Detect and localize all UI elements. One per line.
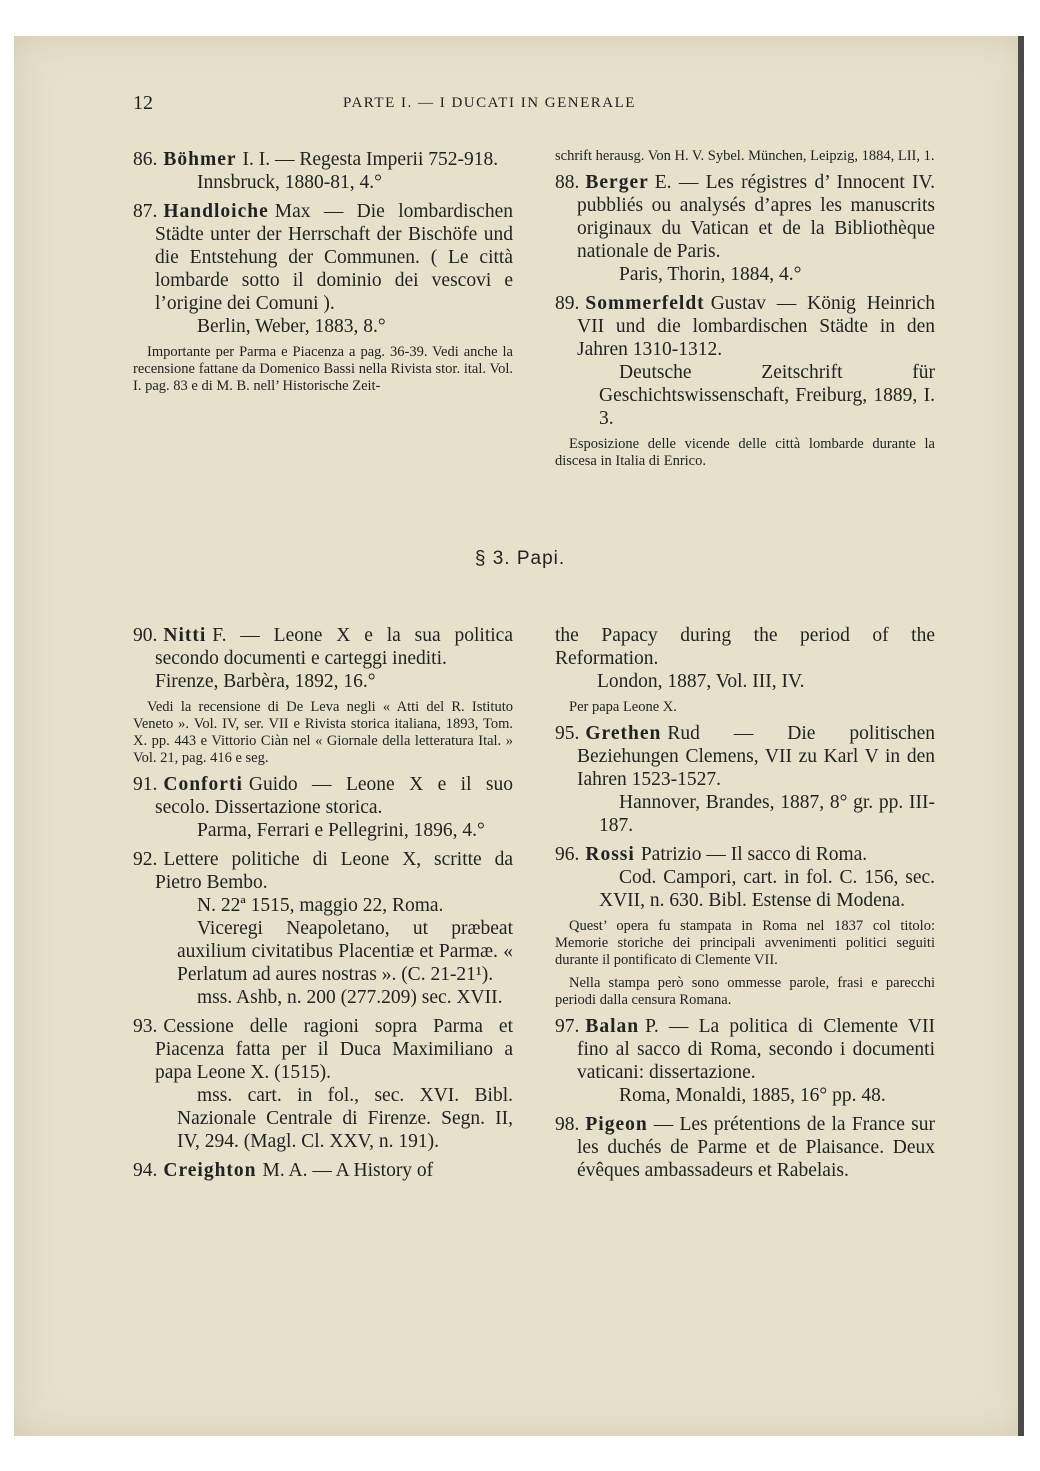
section-heading: § 3. Papi. <box>474 548 566 569</box>
entry-note: Per papa Leone X. <box>569 699 677 715</box>
entry-94: 94. Creighton M. A. — A History of <box>133 1160 434 1181</box>
entry-note: Vedi la recensione di De Leva negli « Atti del R. Istituto Veneto ». Vol. IV, ser. VII e Rivista storica italiana, 1893, Tom. X. pp. 443 e Vittorio Ciàn nel « Giornale della letteratura Ital. » Vol. 21, pag. 416 e seg. <box>133 699 513 766</box>
entry-line: mss. Ashb, n. 200 (277.209) sec. XVII. <box>197 987 503 1008</box>
page-number: 12 <box>133 92 153 114</box>
entry-author: Balan <box>585 1016 640 1037</box>
entry-author: Rossi <box>585 844 635 865</box>
entry-92: 92. Lettere politiche di Leone X, scritte da Pietro Bembo. N. 22ª 1515, maggio 22, Roma. Viceregi Neapoletano, ut præbeat auxilium civitatibus Placentiæ et Parmæ. « Perlatum ad aures nostras ». (C. 21-21¹). mss. Ashb, n. 200 (277.209) sec. XVII. <box>133 849 513 1008</box>
entry-author: Böhmer <box>163 149 237 170</box>
entry-87: 87. Handloiche Max — Die lombardischen Städte unter der Herrschaft der Bischöfe und die Entstehung der Communen. ( Le città lombarde sotto il dominio dei vescovi e l’origine dei Comuni ). Berlin, Weber, 1883, 8.° <box>133 201 513 337</box>
entry-90: 90. Nitti F. — Leone X e la sua politica secondo documenti e carteggi inediti. Firenze, Barbèra, 1892, 16.° <box>133 625 513 692</box>
bottom-right-column <box>555 624 935 1188</box>
entry-author: Handloiche <box>163 201 269 222</box>
top-left-column <box>133 148 513 401</box>
entry-98: 98. Pigeon — Les prétentions de la France sur les duchés de Parme et de Plaisance. Deux évêques ambassadeurs et Rabelais. <box>555 1114 935 1181</box>
entry-publication: Berlin, Weber, 1883, 8.° <box>197 316 386 337</box>
entry-93: 93. Cessione delle ragioni sopra Parma et Piacenza fatta per il Duca Maximiliano a papa Leone X. (1515). mss. cart. in fol., sec. XVI. Bibl. Nazionale Centrale di Firenze. Segn. II, IV, 294. (Magl. Cl. XXV, n. 191). <box>133 1016 513 1152</box>
entry-publication: Deutsche Zeitschrift für Geschichtswissenschaft, Freiburg, 1889, I. 3. <box>599 362 935 429</box>
top-right-column <box>555 148 935 476</box>
entry-95: 95. Grethen Rud — Die politischen Beziehungen Clemens, VII zu Karl V in den Iahren 1523-1527. Hannover, Brandes, 1887, 8° gr. pp. III-187. <box>555 723 935 836</box>
entry-publication: Cod. Campori, cart. in fol. C. 156, sec. XVII, n. 630. Bibl. Estense di Modena. <box>599 867 935 911</box>
entry-publication: Parma, Ferrari e Pellegrini, 1896, 4.° <box>197 820 485 841</box>
running-title: PARTE I. — I DUCATI IN GENERALE <box>343 95 636 111</box>
entry-note: Nella stampa però sono ommesse parole, frasi e parecchi periodi dalla censura Romana. <box>555 975 935 1008</box>
entry-note-continued: schrift herausg. Von H. V. Sybel. München, Leipzig, 1884, LII, 1. <box>555 148 935 164</box>
entry-author: Sommerfeldt <box>585 293 705 314</box>
entry-note: Importante per Parma e Piacenza a pag. 36-39. Vedi anche la recensione fattane da Domenico Bassi nella Rivista stor. ital. Vol. I. pag. 83 e di M. B. nell’ Historische Zeit- <box>133 344 513 394</box>
entry-publication: Innsbruck, 1880-81, 4.° <box>197 172 382 193</box>
entry-publication: Hannover, Brandes, 1887, 8° gr. pp. III-187. <box>599 792 935 836</box>
entry-publication: Paris, Thorin, 1884, 4.° <box>619 264 802 285</box>
entry-author: Pigeon <box>585 1114 648 1135</box>
entry-author: Creighton <box>163 1160 257 1181</box>
entry-publication: London, 1887, Vol. III, IV. <box>597 671 805 692</box>
entry-line: Viceregi Neapoletano, ut præbeat auxilium civitatibus Placentiæ et Parmæ. « Perlatum ad aures nostras ». (C. 21-21¹). <box>177 918 513 985</box>
entry-author: Nitti <box>163 625 207 646</box>
entry-publication: Roma, Monaldi, 1885, 16° pp. 48. <box>619 1085 886 1106</box>
entry-94-continued: the Papacy during the period of the Reformation. London, 1887, Vol. III, IV. <box>555 625 935 692</box>
entry-author: Conforti <box>163 774 243 795</box>
entry-publication: Firenze, Barbèra, 1892, 16.° <box>155 671 376 692</box>
entry-91: 91. Conforti Guido — Leone X e il suo secolo. Dissertazione storica. Parma, Ferrari e Pellegrini, 1896, 4.° <box>133 774 513 841</box>
entry-note: Esposizione delle vicende delle città lombarde durante la discesa in Italia di Enrico. <box>555 436 935 469</box>
entry-88: 88. Berger E. — Les régistres d’ Innocent IV. pubbliés ou analysés d’apres les manuscrits originaux du Vatican et de la Bibliothèque nationale de Paris. Paris, Thorin, 1884, 4.° <box>555 172 935 285</box>
entry-line: N. 22ª 1515, maggio 22, Roma. <box>197 895 444 916</box>
entry-note: Quest’ opera fu stampata in Roma nel 1837 col titolo: Memorie storiche dei principali avvenimenti politici seguiti durante il pontificato di Clemente VII. <box>555 918 935 968</box>
entry-author: Berger <box>585 172 649 193</box>
entry-89: 89. Sommerfeldt Gustav — König Heinrich VII und die lombardischen Städte in den Jahren 1310-1312. Deutsche Zeitschrift für Geschichtswissenschaft, Freiburg, 1889, I. 3. <box>555 293 935 429</box>
entry-author: Grethen <box>585 723 662 744</box>
entry-97: 97. Balan P. — La politica di Clemente VII fino al sacco di Roma, secondo i documenti vaticani: dissertazione. Roma, Monaldi, 1885, 16° pp. 48. <box>555 1016 935 1106</box>
entry-86: 86. Böhmer I. I. — Regesta Imperii 752-918. Innsbruck, 1880-81, 4.° <box>133 148 513 194</box>
entry-line: mss. cart. in fol., sec. XVI. Bibl. Nazionale Centrale di Firenze. Segn. II, IV, 294. (Magl. Cl. XXV, n. 191). <box>177 1085 513 1152</box>
entry-96: 96. Rossi Patrizio — Il sacco di Roma. Cod. Campori, cart. in fol. C. 156, sec. XVII, n. 630. Bibl. Estense di Modena. <box>555 844 935 911</box>
bottom-left-column <box>133 624 513 1188</box>
